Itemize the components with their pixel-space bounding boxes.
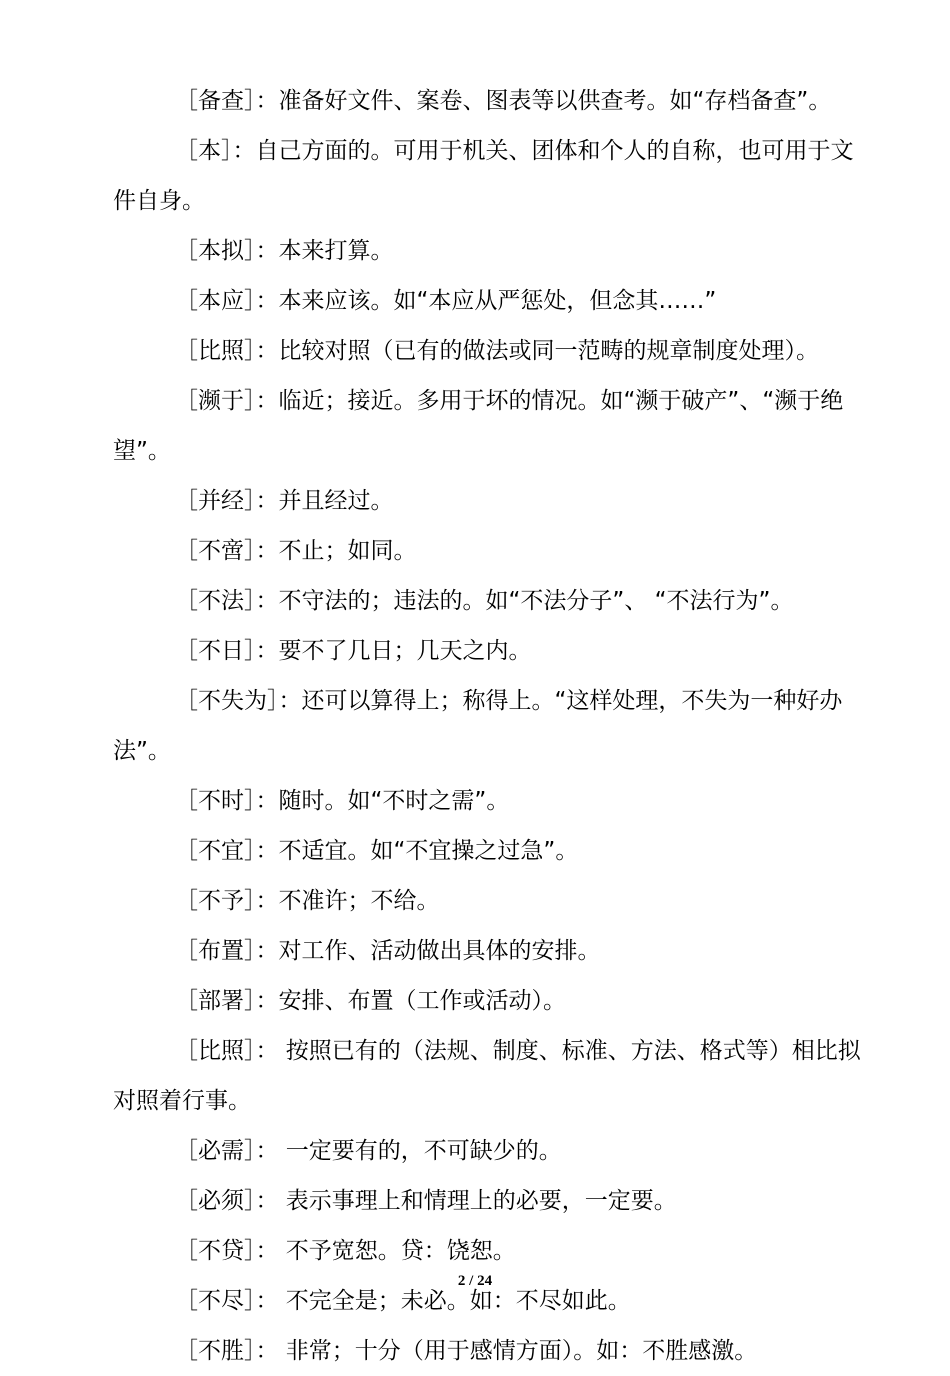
entry-ben: ［本］：自己方面的。可用于机关、团体和个人的自称，也可用于文件自身。 (113, 138, 854, 214)
entry-bu-yu: ［不予］：不准许；不给。 (175, 888, 440, 914)
entry-bi-xu-must: ［必须］： 表示事理上和情理上的必要，一定要。 (175, 1188, 677, 1214)
entry-bu-yi: ［不宜］：不适宜。如“不宜操之过急”。 (175, 838, 579, 864)
entry-bi-zhao-2: ［比照］： 按照已有的（法规、制度、标准、方法、格式等）相比拟对照着行事。 (113, 1038, 861, 1114)
entry-bu-zhi: ［布置］：对工作、活动做出具体的安排。 (175, 938, 601, 964)
entry-bu-ri: ［不日］：要不了几日；几天之内。 (175, 638, 532, 664)
entry-bu-sheng: ［不胜］： 非常；十分（用于感情方面）。如：不胜感激。 (175, 1338, 758, 1364)
entry-bu-fa: ［不法］：不守法的；违法的。如“不法分子”、 “不法行为”。 (175, 588, 794, 614)
entry-bu-shu: ［部署］：安排、布置（工作或活动）。 (175, 988, 566, 1014)
entry-ben-ying: ［本应］：本来应该。如“本应从严惩处，但念其……” (175, 288, 717, 314)
entry-bu-shi: ［不时］：随时。如“不时之需”。 (175, 788, 510, 814)
entry-bu-jin: ［不尽］： 不完全是；未必。如：不尽如此。 (175, 1288, 631, 1314)
entry-bi-zhao-1: ［比照］：比较对照（已有的做法或同一范畴的规章制度处理）。 (175, 338, 819, 364)
entry-bu-shi-wei: ［不失为］：还可以算得上；称得上。“这样处理，不失为一种好办法”。 (113, 688, 843, 764)
entry-ben-ni: ［本拟］：本来打算。 (175, 238, 394, 264)
entry-bu-dai: ［不贷］： 不予宽恕。贷：饶恕。 (175, 1238, 516, 1264)
entry-bei-cha: ［备查］：准备好文件、案卷、图表等以供查考。如“存档备查”。 (175, 88, 832, 114)
entry-bin-yu: ［濒于］：临近；接近。多用于坏的情况。如“濒于破产”、“濒于绝望”。 (113, 388, 844, 464)
document-body (113, 76, 863, 1376)
page-number: 2 / 24 (457, 1273, 493, 1289)
entry-bu-chi: ［不啻］：不止；如同。 (175, 538, 417, 564)
entry-bi-xu-need: ［必需］： 一定要有的，不可缺少的。 (175, 1138, 562, 1164)
entry-bing-jing: ［并经］：并且经过。 (175, 488, 394, 514)
